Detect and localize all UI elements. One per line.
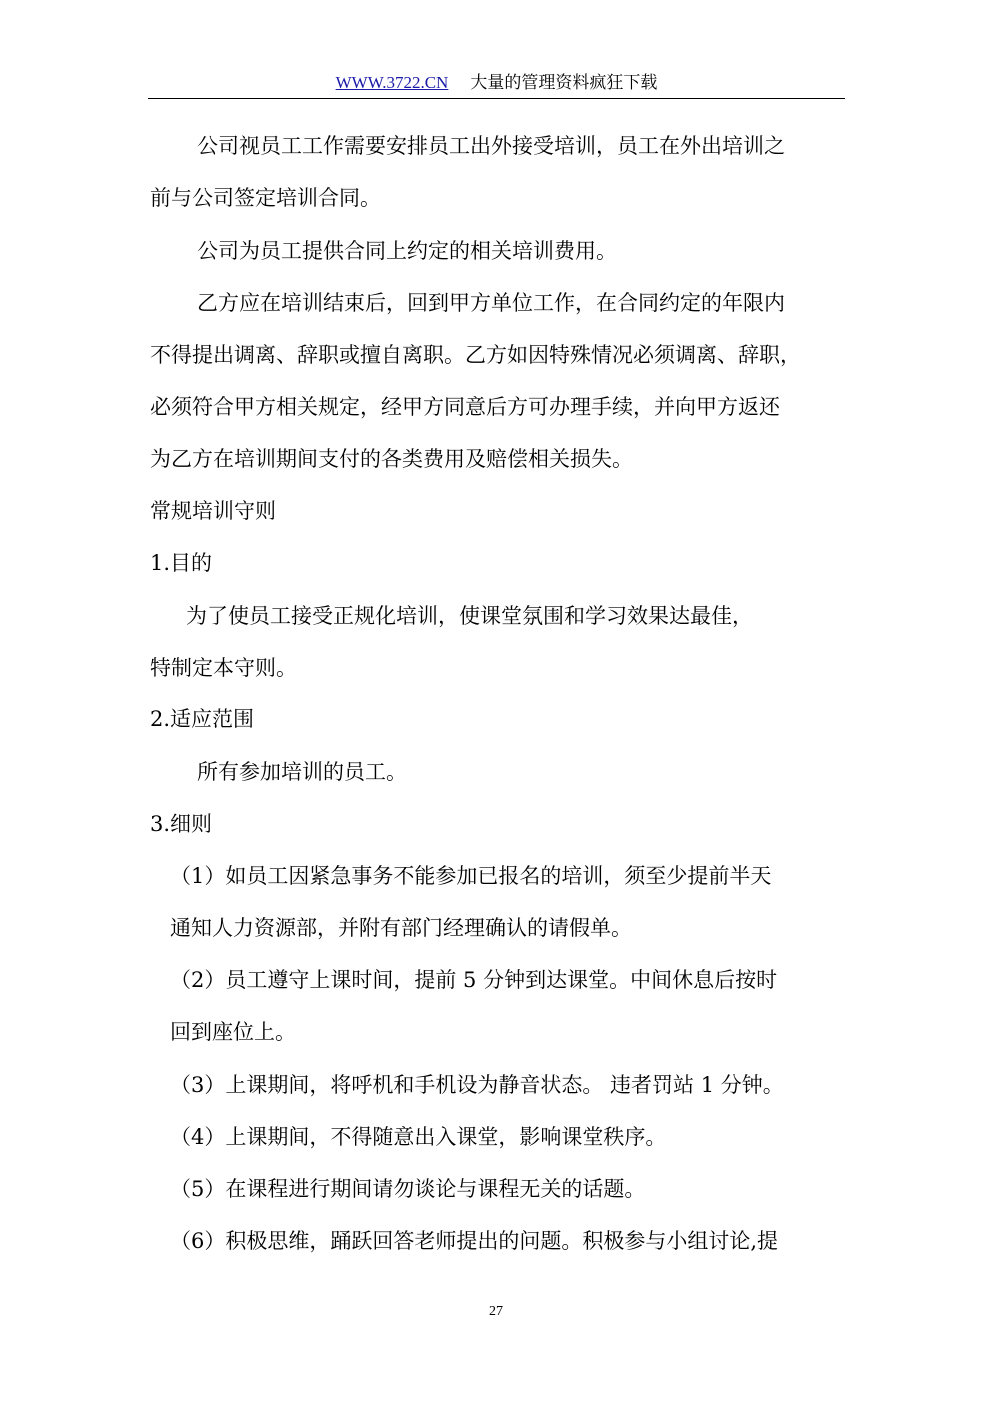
list-item-line: （4）上课期间，不得随意出入课堂，影响课堂秩序。 xyxy=(170,1125,667,1149)
paragraph-line: 公司视员工工作需要安排员工出外接受培训，员工在外出培训之 xyxy=(197,134,785,158)
header-tagline: 大量的管理资料疯狂下载 xyxy=(470,73,658,93)
list-item-line: （3）上课期间，将呼机和手机设为静音状态。 违者罚站 1 分钟。 xyxy=(170,1073,784,1097)
subsection-heading: 1.目的 xyxy=(150,551,213,575)
list-item-line: （5）在课程进行期间请勿谈论与课程无关的话题。 xyxy=(170,1177,646,1201)
header-site-link[interactable]: WWW.3722.CN xyxy=(335,73,449,92)
page-number: 27 xyxy=(489,1304,503,1319)
paragraph-line: 所有参加培训的员工。 xyxy=(197,760,407,784)
paragraph-line: 必须符合甲方相关规定，经甲方同意后方可办理手续，并向甲方返还 xyxy=(150,395,780,419)
list-item-line: 通知人力资源部，并附有部门经理确认的请假单。 xyxy=(170,916,632,940)
list-item-line: （6）积极思维，踊跃回答老师提出的问题。积极参与小组讨论,提 xyxy=(170,1229,779,1253)
paragraph-line: 不得提出调离、辞职或擅自离职。乙方如因特殊情况必须调离、辞职， xyxy=(150,343,801,367)
page-header xyxy=(148,70,845,96)
paragraph-line: 乙方应在培训结束后，回到甲方单位工作，在合同约定的年限内 xyxy=(197,291,785,315)
section-heading: 常规培训守则 xyxy=(150,499,276,523)
subsection-heading: 3.细则 xyxy=(150,812,213,836)
subsection-heading: 2.适应范围 xyxy=(150,707,255,731)
paragraph-line: 为了使员工接受正规化培训，使课堂氛围和学习效果达最佳， xyxy=(186,604,753,628)
paragraph-line: 前与公司签定培训合同。 xyxy=(150,186,381,210)
paragraph-line: 为乙方在培训期间支付的各类费用及赔偿相关损失。 xyxy=(150,447,633,471)
list-item-line: 回到座位上。 xyxy=(170,1020,296,1044)
list-item-line: （2）员工遵守上课时间，提前 5 分钟到达课堂。中间休息后按时 xyxy=(170,968,778,992)
paragraph-line: 特制定本守则。 xyxy=(150,656,297,680)
list-item-line: （1）如员工因紧急事务不能参加已报名的培训，须至少提前半天 xyxy=(170,864,772,888)
header-divider xyxy=(148,98,845,99)
paragraph-line: 公司为员工提供合同上约定的相关培训费用。 xyxy=(197,239,617,263)
